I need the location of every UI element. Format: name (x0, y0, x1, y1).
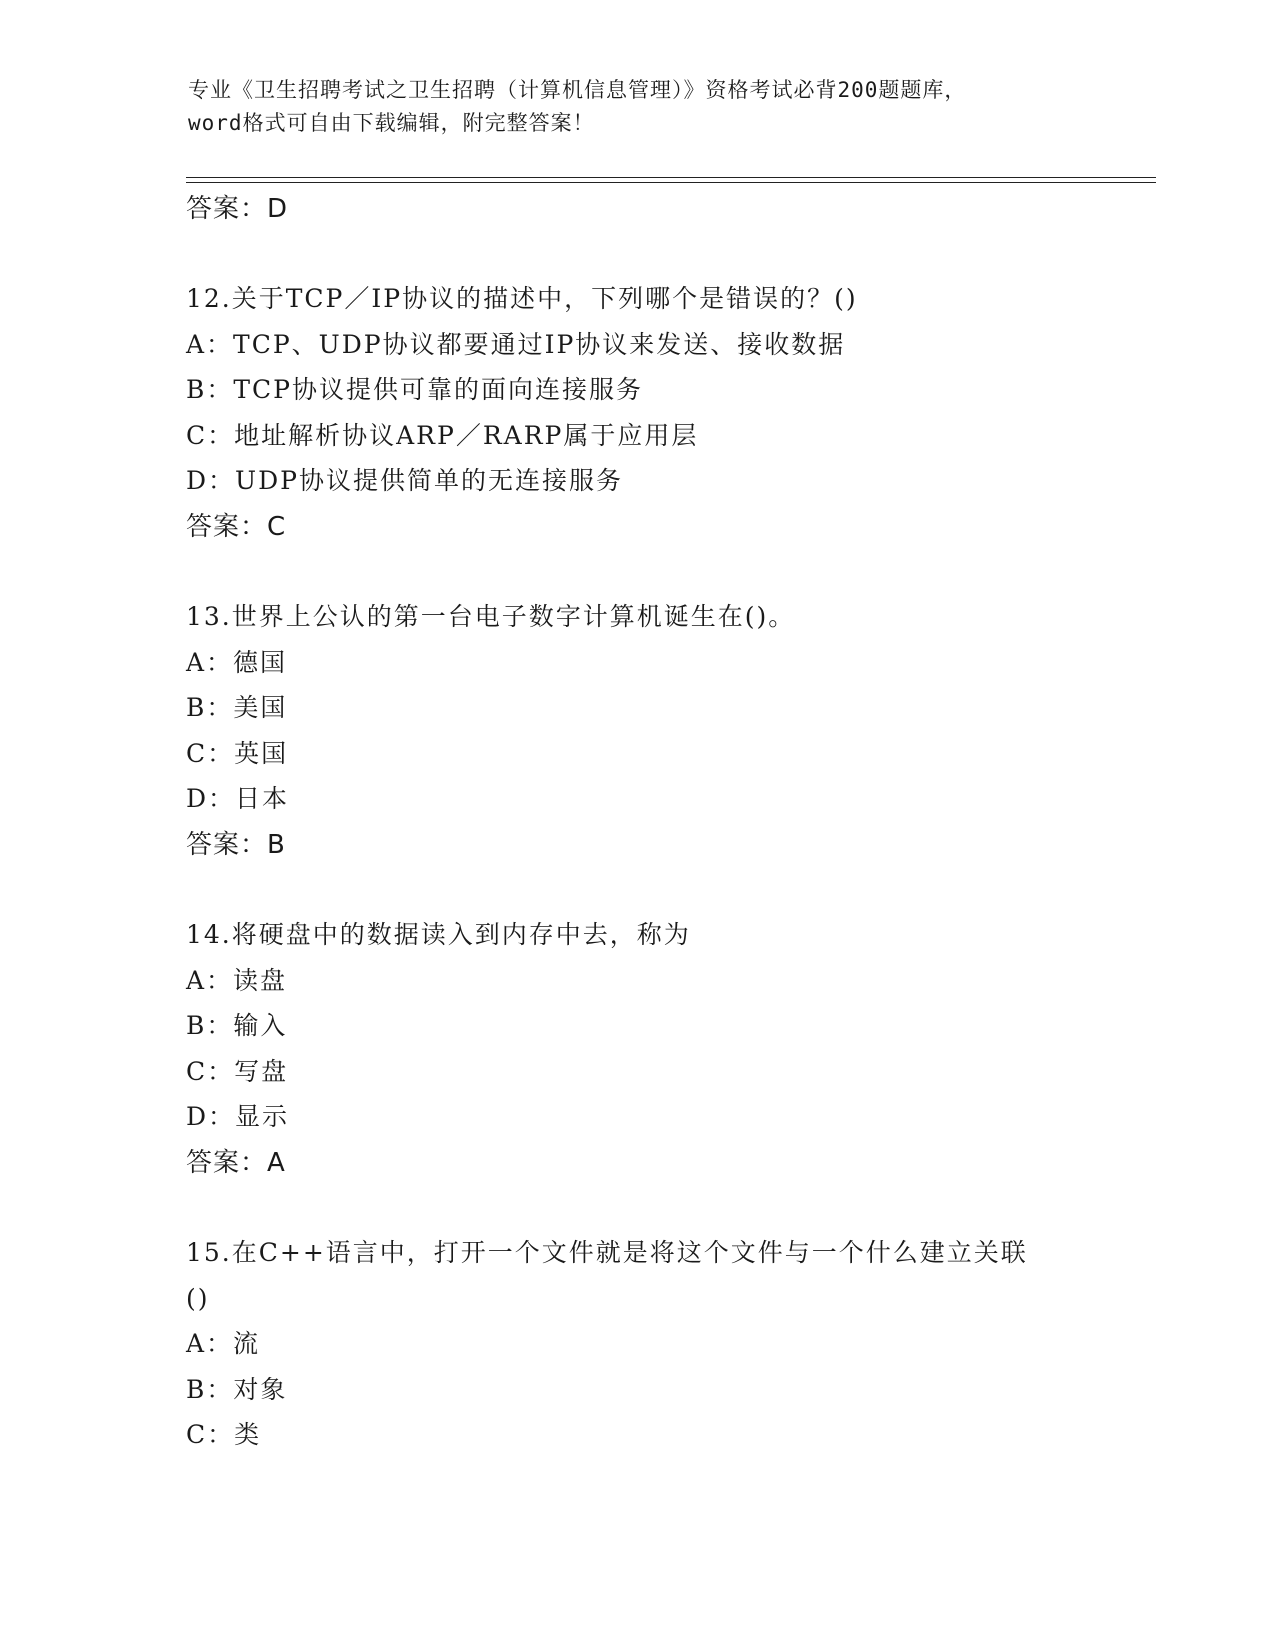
option-c: C：写盘 (186, 1056, 289, 1086)
option-c: C：英国 (186, 738, 289, 768)
divider-top (186, 177, 1156, 178)
option-b: B：美国 (186, 693, 288, 723)
option-d: D：显示 (186, 1102, 290, 1132)
answer-12: 答案：C (186, 511, 287, 542)
header-line-1: 专业《卫生招聘考试之卫生招聘（计算机信息管理）》资格考试必背200题题库， (188, 78, 967, 102)
page-header (188, 74, 1088, 140)
option-a: A：读盘 (186, 965, 288, 995)
option-c: C：类 (186, 1420, 262, 1450)
option-d: D：日本 (186, 784, 290, 814)
question-15 (186, 1230, 1156, 1458)
header-line-2: word格式可自由下载编辑，附完整答案！ (188, 111, 595, 135)
question-title-line-1: 15.在C++语言中，打开一个文件就是将这个文件与一个什么建立关联 (186, 1237, 1028, 1267)
option-d: D：UDP协议提供简单的无连接服务 (186, 466, 623, 496)
question-12 (186, 276, 1156, 550)
option-b: B：TCP协议提供可靠的面向连接服务 (186, 375, 643, 405)
option-a: A：德国 (186, 647, 288, 677)
option-a: A：TCP、UDP协议都要通过IP协议来发送、接收数据 (186, 329, 846, 359)
answer-14: 答案：A (186, 1147, 286, 1178)
option-c: C：地址解析协议ARP／RARP属于应用层 (186, 420, 699, 450)
question-title: 12.关于TCP／IP协议的描述中，下列哪个是错误的？() (186, 284, 858, 313)
answer-11: 答案：D (186, 194, 289, 224)
question-list (186, 186, 1156, 1458)
option-b: B：输入 (186, 1011, 288, 1041)
option-a: A：流 (186, 1329, 261, 1359)
divider-bottom (186, 182, 1156, 183)
question-13 (186, 594, 1156, 868)
answer-13: 答案：B (186, 829, 286, 860)
question-14 (186, 912, 1156, 1186)
question-title: 14.将硬盘中的数据读入到内存中去，称为 (186, 919, 691, 949)
option-b: B：对象 (186, 1374, 288, 1404)
question-title-line-2: () (186, 1283, 210, 1313)
question-title: 13.世界上公认的第一台电子数字计算机诞生在()。 (186, 601, 796, 631)
